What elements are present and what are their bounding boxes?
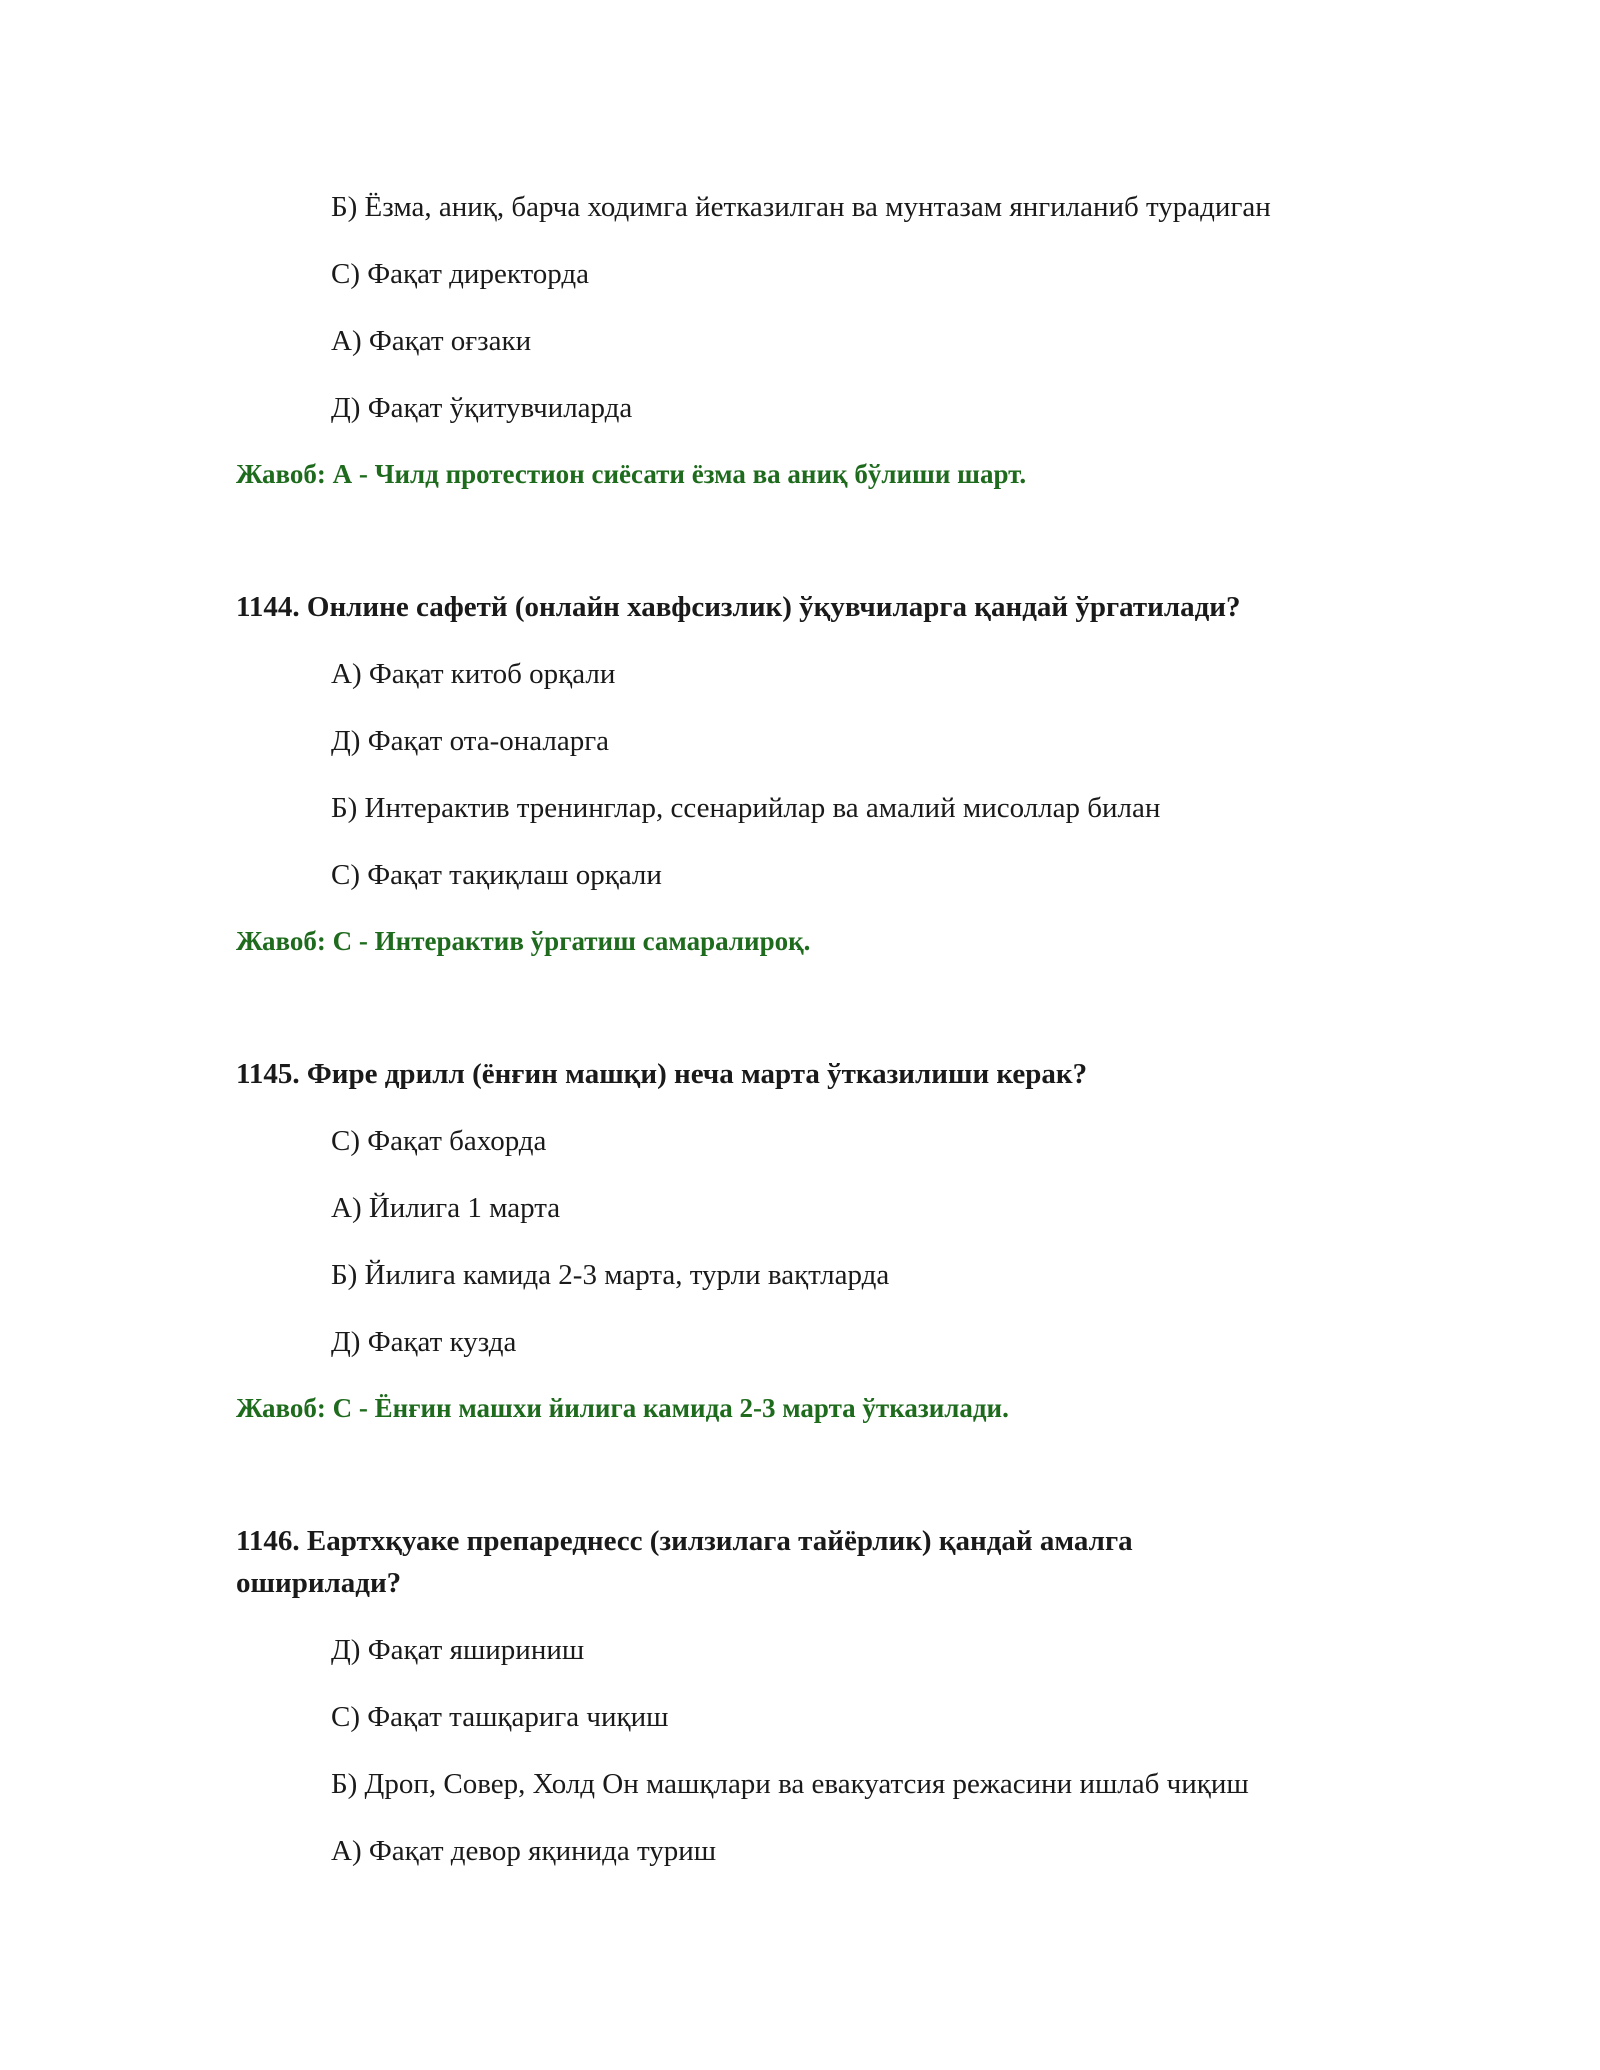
option-line: С) Фақат тақиқлаш орқали [331,859,662,891]
option-line: Д) Фақат яшириниш [331,1634,585,1666]
option-line: Б) Дроп, Совер, Холд Он машқлари ва евакуатсия режасини ишлаб чиқиш [331,1768,1249,1800]
option-line: Д) Фақат кузда [331,1326,517,1358]
option-line: А) Фақат оғзаки [331,325,532,357]
question-heading: 1144. Онлине сафетй (онлайн хавфсизлик) ўқувчиларга қандай ўргатилади? [236,591,1241,623]
option-line: С) Фақат ташқарига чиқиш [331,1701,669,1733]
option-line: С) Фақат директорда [331,258,590,290]
option-line: А) Фақат китоб орқали [331,658,616,690]
question-heading: 1146. Еартхқуаке препареднесс (зилзилага тайёрлик) қандай амалга [236,1525,1133,1557]
option-line: Д) Фақат ота-оналарга [331,725,610,757]
option-line: С) Фақат бахорда [331,1125,547,1157]
option-line: А) Фақат девор яқинида туриш [331,1835,717,1867]
option-line: Д) Фақат ўқитувчиларда [331,392,633,424]
answer-line: Жавоб: С - Интерактив ўргатиш самаралироқ. [236,926,811,956]
option-line: А) Йилига 1 марта [331,1192,561,1224]
option-line: Б) Интерактив тренинглар, ссенарийлар ва амалий мисоллар билан [331,792,1161,824]
question-heading: 1145. Фире дрилл (ёнғин машқи) неча марта ўтказилиши керак? [236,1058,1088,1090]
question-heading-continuation: оширилади? [236,1567,402,1599]
option-line: Б) Йилига камида 2-3 марта, турли вақтларда [331,1259,890,1291]
option-line: Б) Ёзма, аниқ, барча ходимга йетказилган ва мунтазам янгиланиб турадиган [331,191,1271,223]
answer-line: Жавоб: А - Чилд протестион сиёсати ёзма ва аниқ бўлиши шарт. [236,459,1027,489]
answer-line: Жавоб: С - Ёнғин машхи йилига камида 2-3 марта ўтказилади. [236,1393,1009,1423]
